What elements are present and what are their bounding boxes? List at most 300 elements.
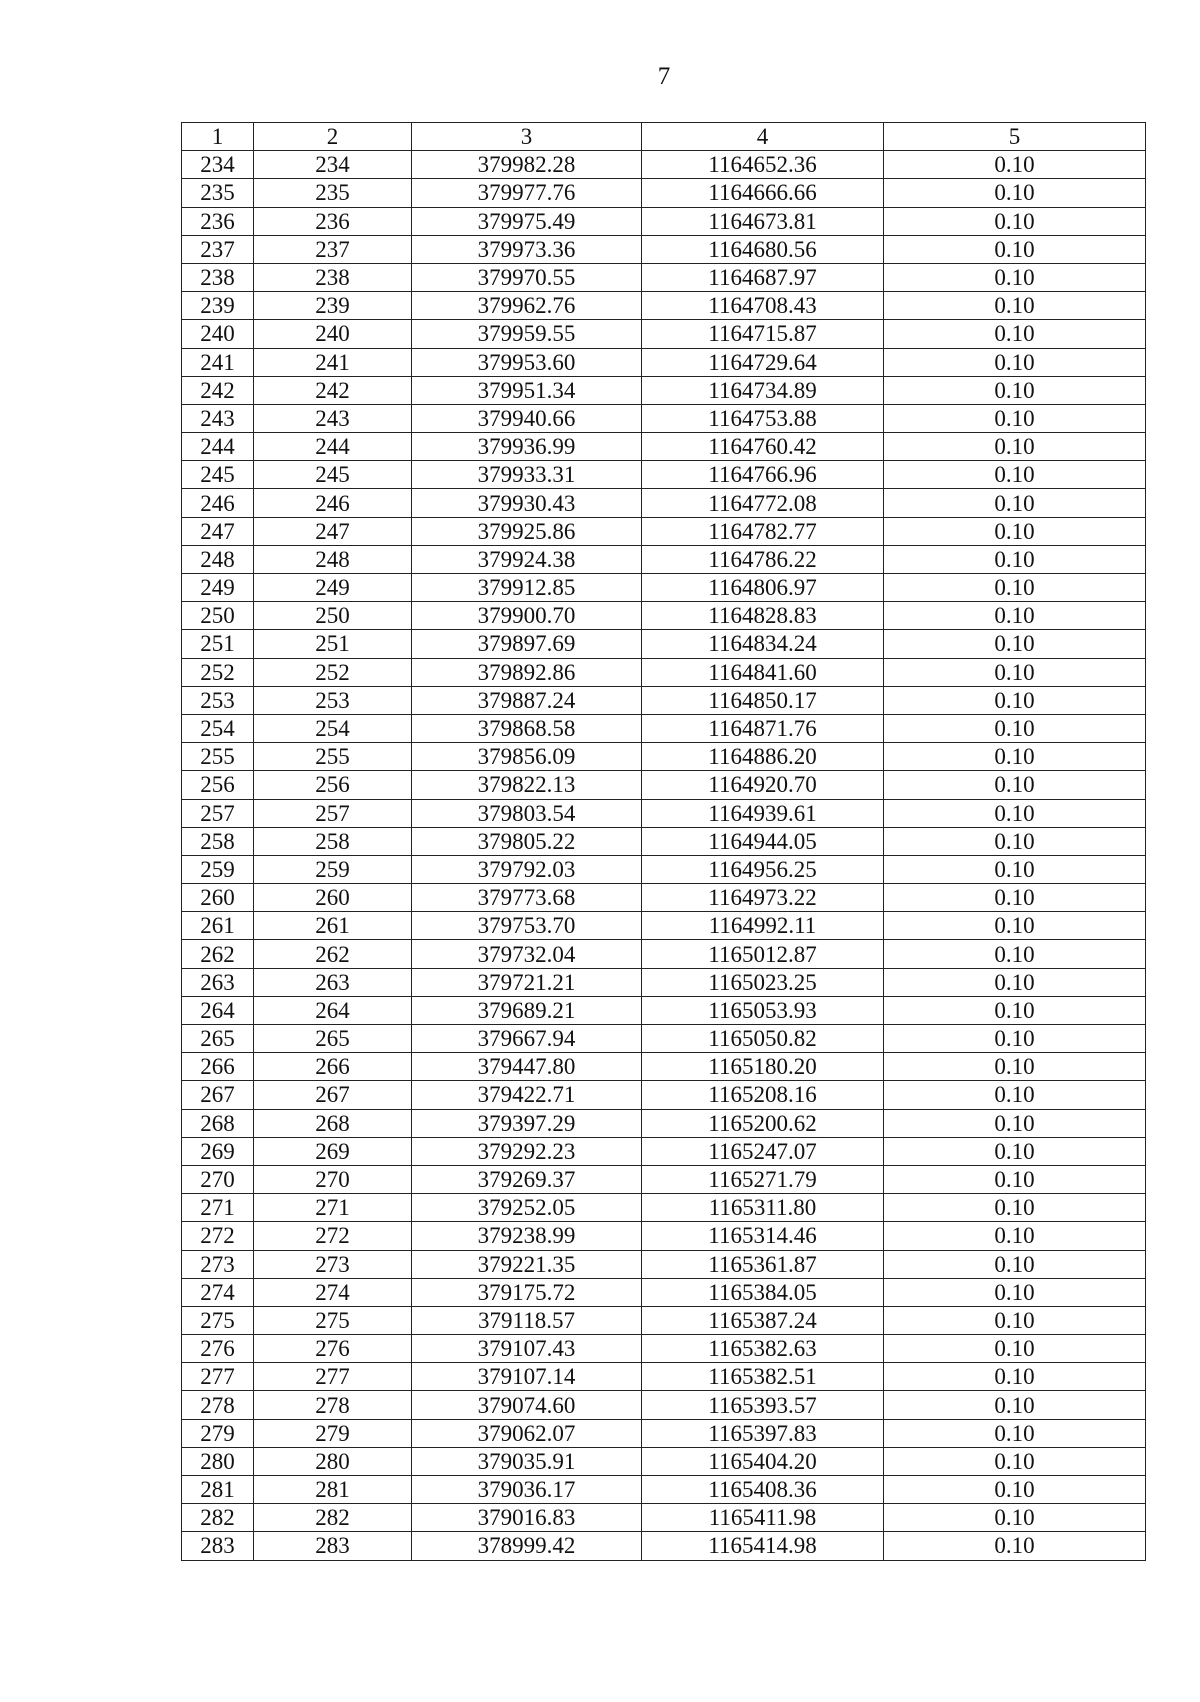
cell-point-number: 253: [182, 686, 254, 714]
table-row: [182, 461, 1146, 489]
column-header-1: 1: [182, 123, 254, 151]
table-row: [182, 940, 1146, 968]
cell-x-coordinate: 379292.23: [412, 1137, 642, 1165]
cell-y-coordinate: 1164944.05: [642, 827, 884, 855]
cell-x-coordinate: 379773.68: [412, 884, 642, 912]
cell-x-coordinate: 379868.58: [412, 714, 642, 742]
cell-y-coordinate: 1164806.97: [642, 574, 884, 602]
cell-y-coordinate: 1164871.76: [642, 714, 884, 742]
cell-point-id: 247: [254, 517, 412, 545]
cell-error: 0.10: [884, 827, 1146, 855]
cell-x-coordinate: 379175.72: [412, 1278, 642, 1306]
cell-point-id: 275: [254, 1306, 412, 1334]
cell-point-id: 269: [254, 1137, 412, 1165]
cell-y-coordinate: 1165411.98: [642, 1504, 884, 1532]
cell-point-id: 260: [254, 884, 412, 912]
cell-point-id: 258: [254, 827, 412, 855]
cell-point-id: 280: [254, 1447, 412, 1475]
cell-y-coordinate: 1165012.87: [642, 940, 884, 968]
cell-x-coordinate: 379940.66: [412, 404, 642, 432]
cell-error: 0.10: [884, 912, 1146, 940]
cell-point-number: 256: [182, 771, 254, 799]
cell-y-coordinate: 1164939.61: [642, 799, 884, 827]
cell-point-id: 254: [254, 714, 412, 742]
cell-x-coordinate: 379924.38: [412, 545, 642, 573]
cell-x-coordinate: 379118.57: [412, 1306, 642, 1334]
cell-point-number: 249: [182, 574, 254, 602]
cell-point-number: 252: [182, 658, 254, 686]
cell-x-coordinate: 379221.35: [412, 1250, 642, 1278]
cell-x-coordinate: 379982.28: [412, 151, 642, 179]
cell-point-id: 259: [254, 855, 412, 883]
cell-point-id: 238: [254, 263, 412, 291]
cell-error: 0.10: [884, 1363, 1146, 1391]
cell-y-coordinate: 1164766.96: [642, 461, 884, 489]
table-row: [182, 207, 1146, 235]
table-row: [182, 263, 1146, 291]
cell-y-coordinate: 1165408.36: [642, 1476, 884, 1504]
table-row: [182, 714, 1146, 742]
cell-point-number: 269: [182, 1137, 254, 1165]
cell-y-coordinate: 1165200.62: [642, 1109, 884, 1137]
table-row: [182, 1194, 1146, 1222]
table-row: [182, 771, 1146, 799]
cell-y-coordinate: 1165180.20: [642, 1053, 884, 1081]
cell-y-coordinate: 1164920.70: [642, 771, 884, 799]
table-row: [182, 1363, 1146, 1391]
table-row: [182, 1419, 1146, 1447]
table-row: [182, 1250, 1146, 1278]
table-row: [182, 602, 1146, 630]
table-row: [182, 1278, 1146, 1306]
cell-y-coordinate: 1165271.79: [642, 1165, 884, 1193]
cell-point-id: 281: [254, 1476, 412, 1504]
cell-y-coordinate: 1164992.11: [642, 912, 884, 940]
cell-point-id: 244: [254, 433, 412, 461]
cell-y-coordinate: 1165247.07: [642, 1137, 884, 1165]
cell-point-number: 234: [182, 151, 254, 179]
cell-x-coordinate: 379951.34: [412, 376, 642, 404]
table-row: [182, 320, 1146, 348]
cell-point-number: 280: [182, 1447, 254, 1475]
cell-y-coordinate: 1165382.51: [642, 1363, 884, 1391]
table-row: [182, 1306, 1146, 1334]
cell-point-id: 236: [254, 207, 412, 235]
cell-y-coordinate: 1165311.80: [642, 1194, 884, 1222]
cell-y-coordinate: 1165053.93: [642, 996, 884, 1024]
cell-point-id: 276: [254, 1335, 412, 1363]
cell-point-number: 250: [182, 602, 254, 630]
cell-error: 0.10: [884, 489, 1146, 517]
cell-error: 0.10: [884, 940, 1146, 968]
cell-x-coordinate: 379900.70: [412, 602, 642, 630]
cell-error: 0.10: [884, 658, 1146, 686]
table-row: [182, 1504, 1146, 1532]
cell-point-number: 241: [182, 348, 254, 376]
cell-error: 0.10: [884, 996, 1146, 1024]
cell-y-coordinate: 1164760.42: [642, 433, 884, 461]
cell-point-number: 279: [182, 1419, 254, 1447]
cell-point-number: 277: [182, 1363, 254, 1391]
cell-y-coordinate: 1164850.17: [642, 686, 884, 714]
cell-point-id: 246: [254, 489, 412, 517]
cell-x-coordinate: 379074.60: [412, 1391, 642, 1419]
table-row: [182, 996, 1146, 1024]
cell-error: 0.10: [884, 968, 1146, 996]
cell-point-id: 245: [254, 461, 412, 489]
table-row: [182, 1447, 1146, 1475]
cell-y-coordinate: 1164708.43: [642, 292, 884, 320]
cell-x-coordinate: 379897.69: [412, 630, 642, 658]
cell-point-id: 255: [254, 743, 412, 771]
cell-error: 0.10: [884, 320, 1146, 348]
table-row: [182, 348, 1146, 376]
cell-point-number: 273: [182, 1250, 254, 1278]
cell-y-coordinate: 1165387.24: [642, 1306, 884, 1334]
cell-y-coordinate: 1164841.60: [642, 658, 884, 686]
cell-x-coordinate: 379792.03: [412, 855, 642, 883]
cell-error: 0.10: [884, 884, 1146, 912]
cell-y-coordinate: 1164687.97: [642, 263, 884, 291]
cell-y-coordinate: 1165397.83: [642, 1419, 884, 1447]
cell-x-coordinate: 379447.80: [412, 1053, 642, 1081]
table-row: [182, 404, 1146, 432]
cell-point-id: 273: [254, 1250, 412, 1278]
cell-y-coordinate: 1164886.20: [642, 743, 884, 771]
cell-error: 0.10: [884, 1532, 1146, 1560]
cell-point-id: 253: [254, 686, 412, 714]
cell-x-coordinate: 379397.29: [412, 1109, 642, 1137]
cell-x-coordinate: 379269.37: [412, 1165, 642, 1193]
cell-point-number: 283: [182, 1532, 254, 1560]
column-header-2: 2: [254, 123, 412, 151]
cell-error: 0.10: [884, 433, 1146, 461]
cell-error: 0.10: [884, 743, 1146, 771]
cell-x-coordinate: 379252.05: [412, 1194, 642, 1222]
cell-point-number: 259: [182, 855, 254, 883]
cell-error: 0.10: [884, 545, 1146, 573]
cell-point-number: 238: [182, 263, 254, 291]
table-body: [182, 151, 1146, 1560]
cell-point-number: 281: [182, 1476, 254, 1504]
cell-error: 0.10: [884, 1419, 1146, 1447]
cell-point-id: 248: [254, 545, 412, 573]
table-row: [182, 376, 1146, 404]
cell-x-coordinate: 379753.70: [412, 912, 642, 940]
cell-y-coordinate: 1164652.36: [642, 151, 884, 179]
cell-error: 0.10: [884, 574, 1146, 602]
cell-y-coordinate: 1165393.57: [642, 1391, 884, 1419]
table-row: [182, 743, 1146, 771]
cell-error: 0.10: [884, 1250, 1146, 1278]
cell-y-coordinate: 1165208.16: [642, 1081, 884, 1109]
cell-point-number: 258: [182, 827, 254, 855]
cell-point-id: 263: [254, 968, 412, 996]
cell-point-number: 263: [182, 968, 254, 996]
cell-error: 0.10: [884, 1137, 1146, 1165]
cell-point-number: 264: [182, 996, 254, 1024]
cell-point-id: 264: [254, 996, 412, 1024]
cell-point-id: 256: [254, 771, 412, 799]
cell-error: 0.10: [884, 855, 1146, 883]
table-row: [182, 574, 1146, 602]
cell-y-coordinate: 1165404.20: [642, 1447, 884, 1475]
cell-y-coordinate: 1164715.87: [642, 320, 884, 348]
cell-x-coordinate: 379975.49: [412, 207, 642, 235]
cell-point-number: 243: [182, 404, 254, 432]
cell-error: 0.10: [884, 771, 1146, 799]
table-row: [182, 1222, 1146, 1250]
cell-error: 0.10: [884, 207, 1146, 235]
cell-point-id: 268: [254, 1109, 412, 1137]
cell-error: 0.10: [884, 404, 1146, 432]
cell-point-id: 234: [254, 151, 412, 179]
cell-point-id: 283: [254, 1532, 412, 1560]
table-row: [182, 686, 1146, 714]
cell-x-coordinate: 379689.21: [412, 996, 642, 1024]
table-row: [182, 1532, 1146, 1560]
cell-y-coordinate: 1164956.25: [642, 855, 884, 883]
cell-point-number: 272: [182, 1222, 254, 1250]
cell-error: 0.10: [884, 263, 1146, 291]
table-row: [182, 968, 1146, 996]
cell-point-id: 277: [254, 1363, 412, 1391]
cell-point-number: 266: [182, 1053, 254, 1081]
cell-y-coordinate: 1164782.77: [642, 517, 884, 545]
cell-x-coordinate: 379107.14: [412, 1363, 642, 1391]
cell-y-coordinate: 1165314.46: [642, 1222, 884, 1250]
cell-error: 0.10: [884, 1222, 1146, 1250]
cell-point-number: 235: [182, 179, 254, 207]
cell-point-number: 236: [182, 207, 254, 235]
cell-error: 0.10: [884, 1109, 1146, 1137]
cell-error: 0.10: [884, 686, 1146, 714]
header-row: [182, 123, 1146, 151]
cell-point-id: 252: [254, 658, 412, 686]
cell-x-coordinate: 379667.94: [412, 1025, 642, 1053]
cell-y-coordinate: 1164753.88: [642, 404, 884, 432]
cell-error: 0.10: [884, 1476, 1146, 1504]
cell-error: 0.10: [884, 348, 1146, 376]
cell-error: 0.10: [884, 1025, 1146, 1053]
cell-point-id: 235: [254, 179, 412, 207]
cell-error: 0.10: [884, 630, 1146, 658]
table-row: [182, 799, 1146, 827]
cell-x-coordinate: 379238.99: [412, 1222, 642, 1250]
cell-point-number: 237: [182, 235, 254, 263]
cell-y-coordinate: 1164673.81: [642, 207, 884, 235]
cell-y-coordinate: 1165414.98: [642, 1532, 884, 1560]
table-row: [182, 855, 1146, 883]
cell-point-number: 265: [182, 1025, 254, 1053]
cell-point-id: 267: [254, 1081, 412, 1109]
table-row: [182, 517, 1146, 545]
cell-y-coordinate: 1164734.89: [642, 376, 884, 404]
cell-point-id: 241: [254, 348, 412, 376]
cell-point-number: 267: [182, 1081, 254, 1109]
cell-error: 0.10: [884, 179, 1146, 207]
cell-point-number: 247: [182, 517, 254, 545]
cell-x-coordinate: 379805.22: [412, 827, 642, 855]
cell-x-coordinate: 379803.54: [412, 799, 642, 827]
cell-point-number: 245: [182, 461, 254, 489]
cell-error: 0.10: [884, 1165, 1146, 1193]
cell-point-number: 255: [182, 743, 254, 771]
cell-point-number: 254: [182, 714, 254, 742]
cell-x-coordinate: 379035.91: [412, 1447, 642, 1475]
coordinates-table: [181, 122, 1146, 1561]
cell-error: 0.10: [884, 461, 1146, 489]
cell-point-id: 239: [254, 292, 412, 320]
cell-point-id: 278: [254, 1391, 412, 1419]
cell-point-id: 257: [254, 799, 412, 827]
cell-point-number: 275: [182, 1306, 254, 1334]
table-row: [182, 884, 1146, 912]
cell-point-id: 266: [254, 1053, 412, 1081]
cell-error: 0.10: [884, 1053, 1146, 1081]
cell-point-number: 251: [182, 630, 254, 658]
table-header: [182, 123, 1146, 151]
cell-point-id: 250: [254, 602, 412, 630]
cell-y-coordinate: 1165361.87: [642, 1250, 884, 1278]
cell-point-id: 265: [254, 1025, 412, 1053]
cell-x-coordinate: 379936.99: [412, 433, 642, 461]
cell-point-number: 270: [182, 1165, 254, 1193]
cell-point-number: 271: [182, 1194, 254, 1222]
cell-point-number: 257: [182, 799, 254, 827]
cell-y-coordinate: 1164828.83: [642, 602, 884, 630]
cell-y-coordinate: 1165384.05: [642, 1278, 884, 1306]
cell-y-coordinate: 1164834.24: [642, 630, 884, 658]
cell-point-id: 274: [254, 1278, 412, 1306]
cell-point-id: 249: [254, 574, 412, 602]
cell-error: 0.10: [884, 292, 1146, 320]
column-header-4: 4: [642, 123, 884, 151]
table-row: [182, 235, 1146, 263]
cell-point-number: 274: [182, 1278, 254, 1306]
table-row: [182, 1137, 1146, 1165]
cell-point-id: 279: [254, 1419, 412, 1447]
cell-error: 0.10: [884, 1306, 1146, 1334]
cell-x-coordinate: 379856.09: [412, 743, 642, 771]
table-row: [182, 1391, 1146, 1419]
cell-x-coordinate: 379721.21: [412, 968, 642, 996]
cell-y-coordinate: 1165050.82: [642, 1025, 884, 1053]
cell-y-coordinate: 1164666.66: [642, 179, 884, 207]
cell-point-number: 242: [182, 376, 254, 404]
cell-point-id: 251: [254, 630, 412, 658]
cell-x-coordinate: 379892.86: [412, 658, 642, 686]
cell-x-coordinate: 379062.07: [412, 1419, 642, 1447]
cell-point-number: 260: [182, 884, 254, 912]
cell-point-id: 242: [254, 376, 412, 404]
cell-point-number: 246: [182, 489, 254, 517]
cell-point-number: 261: [182, 912, 254, 940]
cell-x-coordinate: 379422.71: [412, 1081, 642, 1109]
cell-error: 0.10: [884, 151, 1146, 179]
cell-x-coordinate: 379912.85: [412, 574, 642, 602]
cell-point-number: 278: [182, 1391, 254, 1419]
cell-x-coordinate: 379036.17: [412, 1476, 642, 1504]
cell-point-id: 243: [254, 404, 412, 432]
cell-y-coordinate: 1164973.22: [642, 884, 884, 912]
column-header-5: 5: [884, 123, 1146, 151]
cell-x-coordinate: 379732.04: [412, 940, 642, 968]
table-row: [182, 1053, 1146, 1081]
cell-error: 0.10: [884, 376, 1146, 404]
cell-point-id: 282: [254, 1504, 412, 1532]
cell-error: 0.10: [884, 714, 1146, 742]
cell-x-coordinate: 379925.86: [412, 517, 642, 545]
cell-error: 0.10: [884, 1391, 1146, 1419]
page-number: 7: [657, 63, 671, 90]
cell-point-id: 271: [254, 1194, 412, 1222]
table-row: [182, 912, 1146, 940]
cell-point-number: 276: [182, 1335, 254, 1363]
cell-y-coordinate: 1164680.56: [642, 235, 884, 263]
cell-error: 0.10: [884, 799, 1146, 827]
cell-y-coordinate: 1165023.25: [642, 968, 884, 996]
cell-y-coordinate: 1164772.08: [642, 489, 884, 517]
cell-point-id: 261: [254, 912, 412, 940]
table-row: [182, 827, 1146, 855]
cell-point-id: 237: [254, 235, 412, 263]
cell-x-coordinate: 379959.55: [412, 320, 642, 348]
table-row: [182, 179, 1146, 207]
cell-x-coordinate: 379016.83: [412, 1504, 642, 1532]
cell-point-id: 270: [254, 1165, 412, 1193]
table-row: [182, 1335, 1146, 1363]
table-row: [182, 489, 1146, 517]
cell-error: 0.10: [884, 1447, 1146, 1475]
table-row: [182, 630, 1146, 658]
table-row: [182, 1081, 1146, 1109]
cell-x-coordinate: 379970.55: [412, 263, 642, 291]
cell-x-coordinate: 379962.76: [412, 292, 642, 320]
cell-point-number: 244: [182, 433, 254, 461]
table-row: [182, 292, 1146, 320]
cell-point-id: 272: [254, 1222, 412, 1250]
cell-x-coordinate: 379953.60: [412, 348, 642, 376]
cell-point-number: 239: [182, 292, 254, 320]
cell-point-id: 262: [254, 940, 412, 968]
table-row: [182, 1109, 1146, 1137]
table-row: [182, 658, 1146, 686]
cell-error: 0.10: [884, 235, 1146, 263]
table-row: [182, 1165, 1146, 1193]
cell-error: 0.10: [884, 1194, 1146, 1222]
cell-x-coordinate: 379933.31: [412, 461, 642, 489]
column-header-3: 3: [412, 123, 642, 151]
cell-x-coordinate: 379977.76: [412, 179, 642, 207]
cell-error: 0.10: [884, 1081, 1146, 1109]
cell-y-coordinate: 1165382.63: [642, 1335, 884, 1363]
cell-x-coordinate: 379107.43: [412, 1335, 642, 1363]
cell-y-coordinate: 1164786.22: [642, 545, 884, 573]
cell-point-id: 240: [254, 320, 412, 348]
cell-x-coordinate: 379930.43: [412, 489, 642, 517]
cell-point-number: 282: [182, 1504, 254, 1532]
table-row: [182, 1476, 1146, 1504]
cell-x-coordinate: 379973.36: [412, 235, 642, 263]
cell-error: 0.10: [884, 517, 1146, 545]
cell-point-number: 240: [182, 320, 254, 348]
table-row: [182, 433, 1146, 461]
cell-error: 0.10: [884, 602, 1146, 630]
cell-point-number: 248: [182, 545, 254, 573]
cell-x-coordinate: 378999.42: [412, 1532, 642, 1560]
cell-error: 0.10: [884, 1504, 1146, 1532]
